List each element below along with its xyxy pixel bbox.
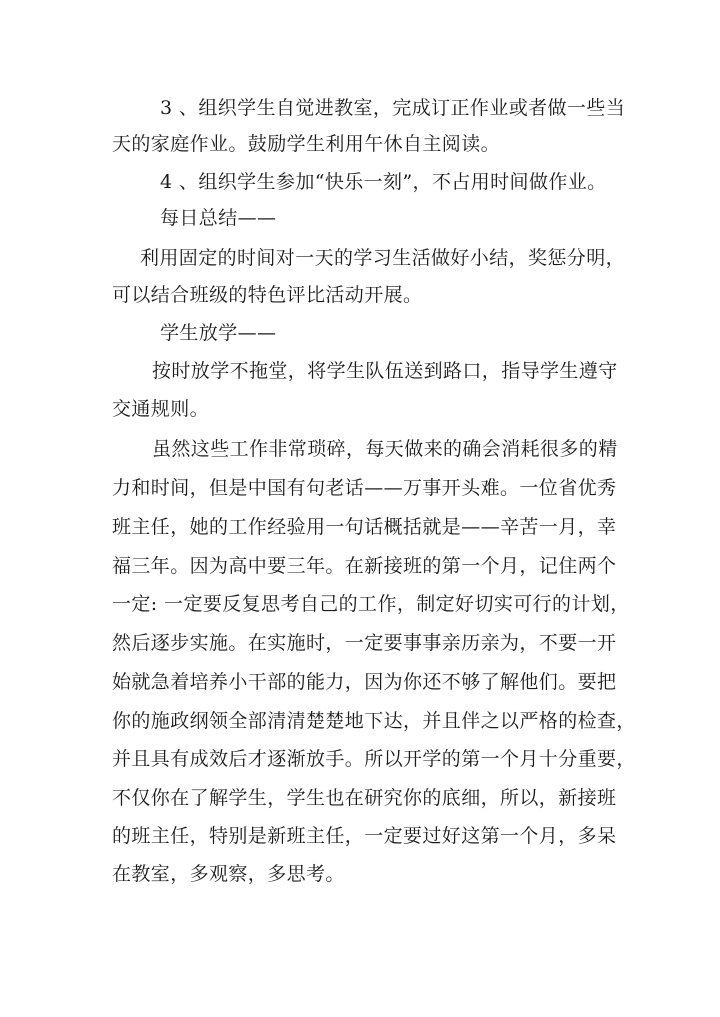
text-line: 力和时间，但是中国有句老话——万事开头难。一位省优秀	[112, 477, 617, 499]
text-line: 然后逐步实施。在实施时，一定要事事亲历亲为，不要一开	[112, 632, 617, 654]
text-line: 福三年。因为高中要三年。在新接班的第一个月，记住两个	[112, 555, 617, 577]
text-line: 天的家庭作业。鼓励学生利用午休自主阅读。	[112, 133, 501, 155]
text-line: 并且具有成效后才逐渐放手。所以开学的第一个月十分重要，	[112, 748, 636, 770]
section-heading: 每日总结——	[160, 207, 277, 229]
text-line: 利用固定的时间对一天的学习生活做好小结，奖惩分明，	[140, 247, 626, 269]
text-line: 不仅你在了解学生，学生也在研究你的底细，所以，新接班	[112, 787, 617, 809]
text-line: 3 、组织学生自觉进教室，完成订正作业或者做一些当	[160, 97, 626, 119]
text-line: 按时放学不拖堂，将学生队伍送到路口，指导学生遵守	[152, 360, 618, 382]
text-line: 4 、组织学生参加“快乐一刻”，不占用时间做作业。	[160, 171, 607, 193]
text-line: 交通规则。	[112, 398, 210, 420]
text-line: 一定: 一定要反复思考自己的工作，制定好切实可行的计划，	[112, 593, 630, 615]
text-line: 你的施政纲领全部清清楚楚地下达，并且伴之以严格的检查，	[112, 710, 636, 732]
text-line: 可以结合班级的特色评比活动开展。	[112, 284, 423, 306]
text-line: 虽然这些工作非常琐碎，每天做来的确会消耗很多的精	[152, 438, 618, 460]
text-line: 班主任，她的工作经验用一句话概括就是——辛苦一月，幸	[112, 516, 617, 538]
text-line: 在教室，多观察，多思考。	[112, 863, 345, 885]
section-heading: 学生放学——	[160, 322, 277, 344]
text-line: 的班主任，特别是新班主任，一定要过好这第一个月，多呆	[112, 825, 617, 847]
text-line: 始就急着培养小干部的能力，因为你还不够了解他们。要把	[112, 671, 617, 693]
